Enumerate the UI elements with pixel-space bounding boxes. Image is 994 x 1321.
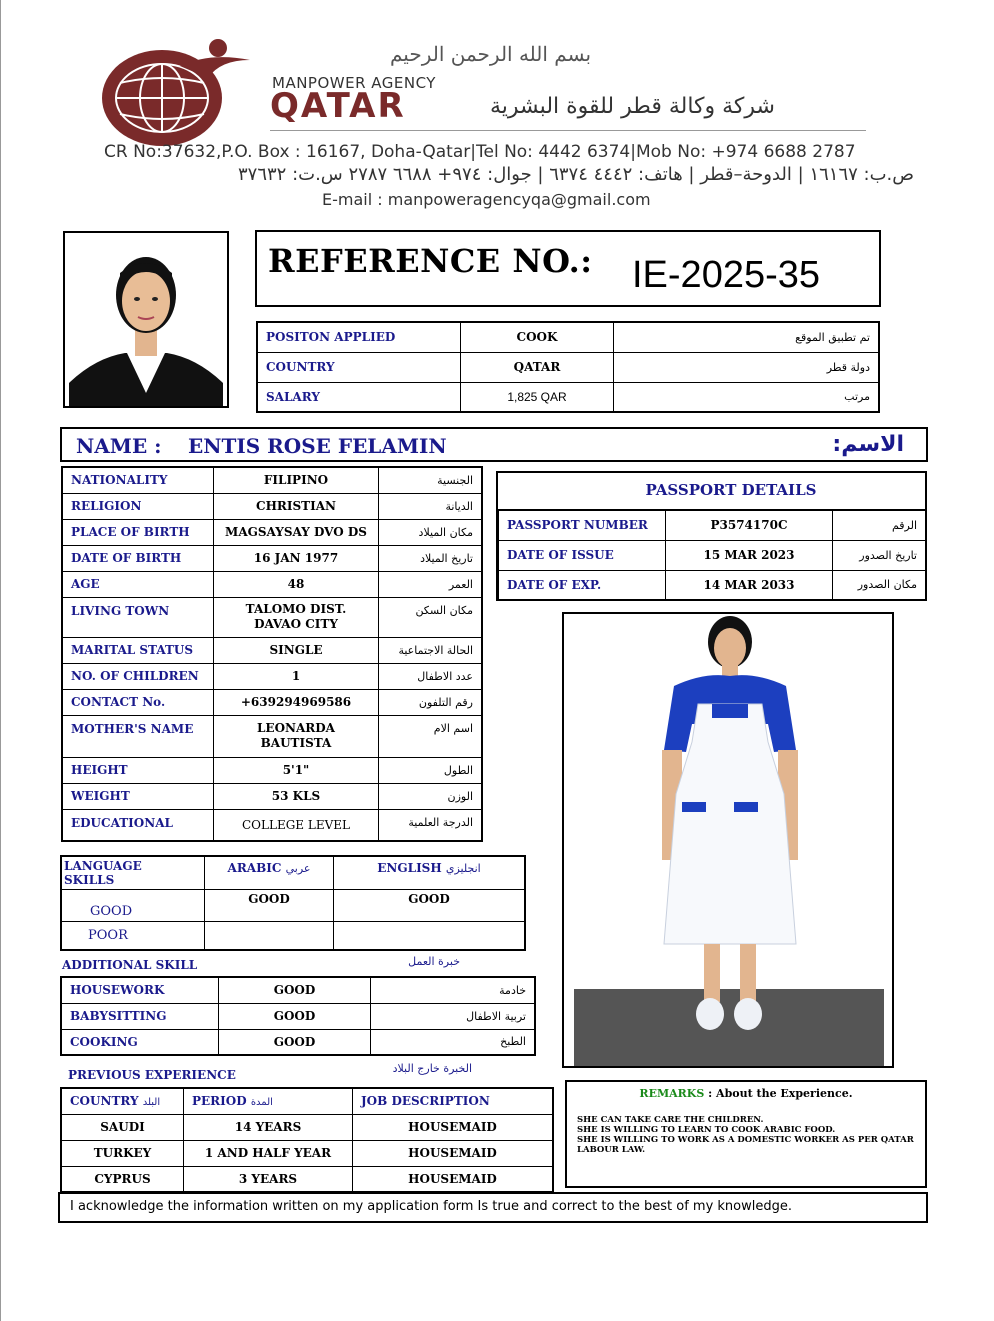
place-of-birth-label: PLACE OF BIRTH — [62, 519, 214, 545]
date-of-issue-label: DATE OF ISSUE — [498, 540, 666, 570]
exp-country-3: CYPRUS — [61, 1166, 184, 1192]
remark-line-3: SHE IS WILLING TO WORK AS A DOMESTIC WORKER AS PER QATAR LABOUR LAW. — [577, 1135, 914, 1155]
date-of-exp-ar: مكان الصدور — [833, 570, 927, 600]
height-value: 5'1" — [214, 757, 379, 783]
exp-period-header — [184, 1088, 353, 1114]
nationality-label: NATIONALITY — [62, 467, 214, 493]
country-ar: دولة قطر — [614, 352, 880, 382]
remarks-subtitle: : About the Experience. — [708, 1087, 853, 1100]
remarks-heading — [565, 1087, 927, 1100]
language-skills-title: LANGUAGE SKILLS — [61, 856, 205, 890]
previous-experience-title-ar: الخبرة خارج البلاد — [392, 1062, 472, 1075]
weight-ar: الوزن — [379, 783, 483, 809]
position-value: COOK — [461, 322, 614, 352]
religion-label: RELIGION — [62, 493, 214, 519]
exp-country-header-en: COUNTRY — [70, 1094, 139, 1109]
additional-skill-title: ADDITIONAL SKILL — [62, 958, 198, 972]
position-ar: تم تطبيق الموقع — [614, 322, 880, 352]
passport-table — [497, 509, 927, 601]
exp-period-1: 14 YEARS — [184, 1114, 353, 1140]
portrait-photo — [63, 231, 229, 408]
marital-status-value: SINGLE — [214, 637, 379, 663]
exp-period-header-en: PERIOD — [192, 1094, 247, 1109]
babysitting-label: BABYSITTING — [61, 1003, 219, 1029]
agency-name-arabic: شركة وكالة قطر للقوة البشرية — [490, 94, 775, 119]
arabic-poor-value — [205, 922, 334, 950]
email: E-mail : manpoweragencyqa@gmail.com — [322, 190, 651, 209]
poor-label: POOR — [61, 922, 205, 950]
exp-period-header-ar: المدة — [250, 1097, 273, 1109]
contact-value: +639294969586 — [214, 689, 379, 715]
additional-table — [60, 976, 536, 1056]
exp-country-header — [61, 1088, 184, 1114]
remarks-title: REMARKS — [639, 1087, 705, 1100]
religion-value: CHRISTIAN — [214, 493, 379, 519]
date-of-exp-value: 14 MAR 2033 — [666, 570, 833, 600]
full-body-photo — [562, 612, 894, 1068]
nationality-ar: الجنسية — [379, 467, 483, 493]
age-label: AGE — [62, 571, 214, 597]
good-label: GOOD — [61, 890, 205, 922]
housework-ar: خادمة — [371, 977, 536, 1003]
acknowledge-text: I acknowledge the information written on my application form Is true and correct to the best of my knowledge. — [70, 1199, 793, 1214]
living-town-value: TALOMO DIST. DAVAO CITY — [214, 597, 379, 637]
page-edge — [0, 0, 1, 1321]
passport-title: PASSPORT DETAILS — [645, 481, 817, 499]
english-header-ar: انجليزي — [445, 862, 481, 875]
agency-name-small: MANPOWER AGENCY — [272, 74, 436, 92]
country-value: QATAR — [461, 352, 614, 382]
housework-label: HOUSEWORK — [61, 977, 219, 1003]
date-of-birth-value: 16 JAN 1977 — [214, 545, 379, 571]
exp-country-header-ar: البلد — [142, 1097, 161, 1109]
date-of-birth-ar: تاريخ الميلاد — [379, 545, 483, 571]
name-ar: الاسم: — [832, 432, 904, 457]
contact-arabic: ص.ب: ١٦١٦٧ | الدوحة–قطر | هاتف: ٤٤٤٢ ٦٣٧٤ | جوال: ٩٧٤+ ٦٦٨٨ ٢٧٨٧ س.ت: ٣٧٦٣٢ — [238, 164, 914, 185]
english-header — [334, 856, 526, 890]
children-label: NO. OF CHILDREN — [62, 663, 214, 689]
babysitting-ar: تربية الاطفال — [371, 1003, 536, 1029]
children-ar: عدد الاطفال — [379, 663, 483, 689]
age-value: 48 — [214, 571, 379, 597]
exp-job-header: JOB DESCRIPTION — [353, 1088, 554, 1114]
exp-job-3: HOUSEMAID — [353, 1166, 554, 1192]
living-town-ar: مكان السكن — [379, 597, 483, 637]
height-label: HEIGHT — [62, 757, 214, 783]
contact-ar: رقم التلفون — [379, 689, 483, 715]
language-table — [60, 855, 526, 951]
nationality-value: FILIPINO — [214, 467, 379, 493]
arabic-good-value: GOOD — [205, 890, 334, 922]
exp-country-2: TURKEY — [61, 1140, 184, 1166]
bismillah: بسم الله الرحمن الرحيم — [390, 42, 592, 66]
children-value: 1 — [214, 663, 379, 689]
name-value: ENTIS ROSE FELAMIN — [188, 434, 447, 458]
education-ar: الدرجة العلمية — [379, 809, 483, 841]
date-of-issue-ar: تاريخ الصدور — [833, 540, 927, 570]
marital-status-ar: الحالة الاجتماعية — [379, 637, 483, 663]
salary-label: SALARY — [257, 382, 461, 412]
weight-label: WEIGHT — [62, 783, 214, 809]
mother-name-value: LEONARDA BAUTISTA — [214, 715, 379, 757]
contact-label: CONTACT No. — [62, 689, 214, 715]
arabic-header — [205, 856, 334, 890]
english-header-en: ENGLISH — [377, 861, 442, 875]
salary-value: 1,825 QAR — [461, 382, 614, 412]
education-label: EDUCATIONAL — [62, 809, 214, 841]
contact-english: CR No:37632,P.O. Box : 16167, Doha-Qatar|Tel No: 4442 6374|Mob No: +974 6688 2787 — [104, 142, 856, 162]
remarks-text — [577, 1115, 917, 1155]
mother-name-label: MOTHER'S NAME — [62, 715, 214, 757]
height-ar: الطول — [379, 757, 483, 783]
marital-status-label: MARITAL STATUS — [62, 637, 214, 663]
cooking-ar: الطبخ — [371, 1029, 536, 1055]
english-poor-value — [334, 922, 526, 950]
mother-name-ar: اسم الام — [379, 715, 483, 757]
passport-number-label: PASSPORT NUMBER — [498, 510, 666, 540]
previous-experience-title: PREVIOUS EXPERIENCE — [68, 1068, 236, 1082]
exp-job-1: HOUSEMAID — [353, 1114, 554, 1140]
country-label: COUNTRY — [257, 352, 461, 382]
cooking-value: GOOD — [219, 1029, 371, 1055]
reference-label: REFERENCE NO.: — [268, 242, 593, 280]
remark-line-1: SHE CAN TAKE CARE THE CHILDREN. — [577, 1115, 764, 1125]
place-of-birth-value: MAGSAYSAY DVO DS — [214, 519, 379, 545]
weight-value: 53 KLS — [214, 783, 379, 809]
age-ar: العمر — [379, 571, 483, 597]
english-good-value: GOOD — [334, 890, 526, 922]
date-of-birth-label: DATE OF BIRTH — [62, 545, 214, 571]
agency-logo — [100, 38, 270, 148]
babysitting-value: GOOD — [219, 1003, 371, 1029]
header-divider — [270, 130, 866, 131]
position-table — [256, 321, 880, 413]
place-of-birth-ar: مكان الميلاد — [379, 519, 483, 545]
reference-value: IE-2025-35 — [632, 254, 821, 296]
cooking-label: COOKING — [61, 1029, 219, 1055]
personal-table — [61, 466, 483, 842]
experience-table — [60, 1087, 554, 1193]
arabic-header-ar: عربي — [285, 862, 311, 875]
exp-country-1: SAUDI — [61, 1114, 184, 1140]
exp-period-3: 3 YEARS — [184, 1166, 353, 1192]
salary-ar: مرتب — [614, 382, 880, 412]
name-label: NAME : — [76, 434, 162, 458]
living-town-label: LIVING TOWN — [62, 597, 214, 637]
additional-skill-title-ar: خبرة العمل — [408, 955, 460, 968]
position-label: POSITON APPLIED — [257, 322, 461, 352]
exp-period-2: 1 AND HALF YEAR — [184, 1140, 353, 1166]
agency-name-big: QATAR — [270, 86, 406, 126]
housework-value: GOOD — [219, 977, 371, 1003]
passport-number-ar: الرقم — [833, 510, 927, 540]
education-value: COLLEGE LEVEL — [214, 809, 379, 841]
exp-job-2: HOUSEMAID — [353, 1140, 554, 1166]
arabic-header-en: ARABIC — [227, 861, 282, 875]
passport-number-value: P3574170C — [666, 510, 833, 540]
religion-ar: الديانة — [379, 493, 483, 519]
date-of-issue-value: 15 MAR 2023 — [666, 540, 833, 570]
remark-line-2: SHE IS WILLING TO LEARN TO COOK ARABIC FOOD. — [577, 1125, 836, 1135]
date-of-exp-label: DATE OF EXP. — [498, 570, 666, 600]
